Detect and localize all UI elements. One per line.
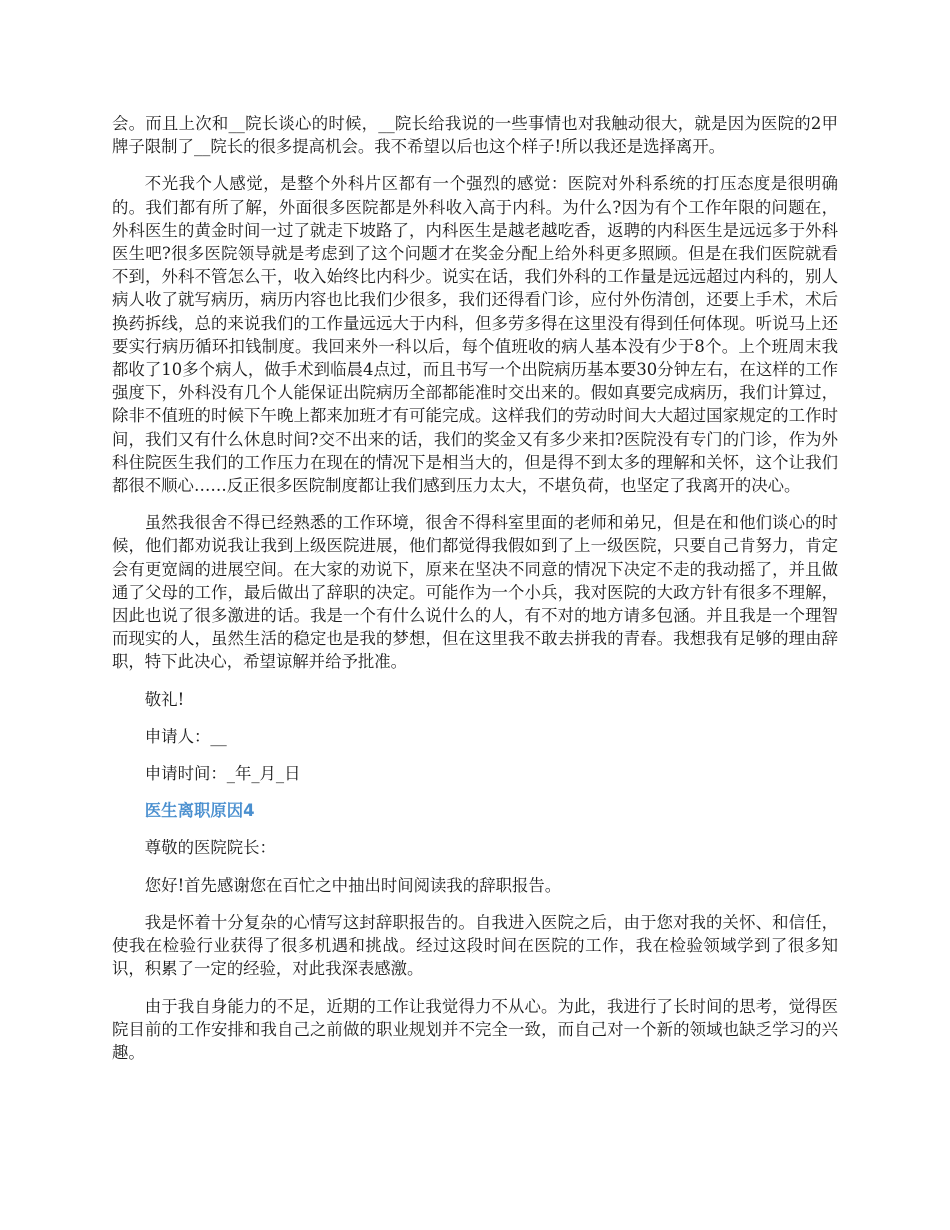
- date-line: 申请时间：_年_月_日: [144, 764, 301, 784]
- letter-paragraph-gratitude: 我是怀着十分复杂的心情写这封辞职报告的。自我进入医院之后，由于您对我的关怀、和信任，使我在检验行业获得了很多机遇和挑战。经过这段时间在医院的工作，我在检验领域学到了很多知识，积累了一定的经验，对此我深表感激。: [112, 912, 838, 979]
- continued-paragraph: 会。而且上次和__院长谈心的时候，__院长给我说的一些事情也对我触动很大，就是因为医院的2甲牌子限制了__院长的很多提高机会。我不希望以后也这个样子!所以我还是选择离开。: [112, 114, 838, 157]
- body-paragraph-decision: 虽然我很舍不得已经熟悉的工作环境，很舍不得科室里面的老师和弟兄，但是在和他们谈心的时候，他们都劝说我让我到上级医院进展，他们都觉得我假如到了上一级医院，只要自己肯努力，肯定会有更宽阔的进展空间。在大家的劝说下，原来在坚决不同意的情况下决定不走的我动摇了，并且做通了父母的工作，最后做出了辞职的决定。可能作为一个小兵，我对医院的大政方针有很多不理解，因此也说了很多激进的话。我是一个有什么说什么的人，有不对的地方请多包涵。并且我是一个理智而现实的人，虽然生活的稳定也是我的梦想，但在这里我不敢去拼我的青春。我想我有足够的理由辞职，特下此决心，希望谅解并给予批准。: [112, 513, 838, 672]
- applicant-line: 申请人：__: [144, 726, 227, 746]
- letter-greeting: 尊敬的医院院长：: [144, 838, 276, 858]
- letter-paragraph-reason: 由于我自身能力的不足，近期的工作让我觉得力不从心。为此，我进行了长时间的思考，觉得医院目前的工作安排和我自己之前做的职业规划并不完全一致，而自己对一个新的领域也缺乏学习的兴趣。: [112, 996, 838, 1062]
- section-heading: 医生离职原因4: [144, 801, 255, 821]
- closing-salute: 敬礼!: [144, 689, 185, 709]
- letter-opening: 您好!首先感谢您在百忙之中抽出时间阅读我的辞职报告。: [144, 875, 562, 895]
- document-page: [112, 112, 838, 1078]
- body-paragraph-surgery: 不光我个人感觉，是整个外科片区都有一个强烈的感觉：医院对外科系统的打压态度是很明确的。我们都有所了解，外面很多医院都是外科收入高于内科。为什么?因为有个工作年限的问题在，外科医生的黄金时间一过了就走下坡路了，内科医生是越老越吃香，返聘的内科医生是远远多于外科医生吧?很多医院领导就是考虑到了这个问题才在奖金分配上给外科更多照顾。但是在我们医院就看不到，外科不管怎么干，收入始终比内科少。说实在话，我们外科的工作量是远远超过内科的，别人病人收了就写病历，病历内容也比我们少很多，我们还得看门诊，应付外伤清创，还要上手术，术后换药拆线，总的来说我们的工作量远远大于内科，但多劳多得在这里没有得到任何体现。听说马上还要实行病历循环扣钱制度。我回来外一科以后，每个值班收的病人基本没有少于8个。上个班周末我都收了10多个病人，做手术到临晨4点过，而且书写一个出院病历基本要30分钟左右，在这样的工作强度下，外科没有几个人能保证出院病历全部都能准时交出来的。假如真要完成病历，我们计算过，除非不值班的时候下午晚上都来加班才有可能完成。这样我们的劳动时间大大超过国家规定的工作时间，我们又有什么休息时间?交不出来的话，我们的奖金又有多少来扣?医院没有专门的门诊，作为外科住院医生我们的工作压力在现在的情况下是相当大的，但是得不到太多的理解和关怀，这个让我们都很不顺心……反正很多医院制度都让我们感到压力太大，不堪负荷，也坚定了我离开的决心。: [112, 174, 838, 496]
